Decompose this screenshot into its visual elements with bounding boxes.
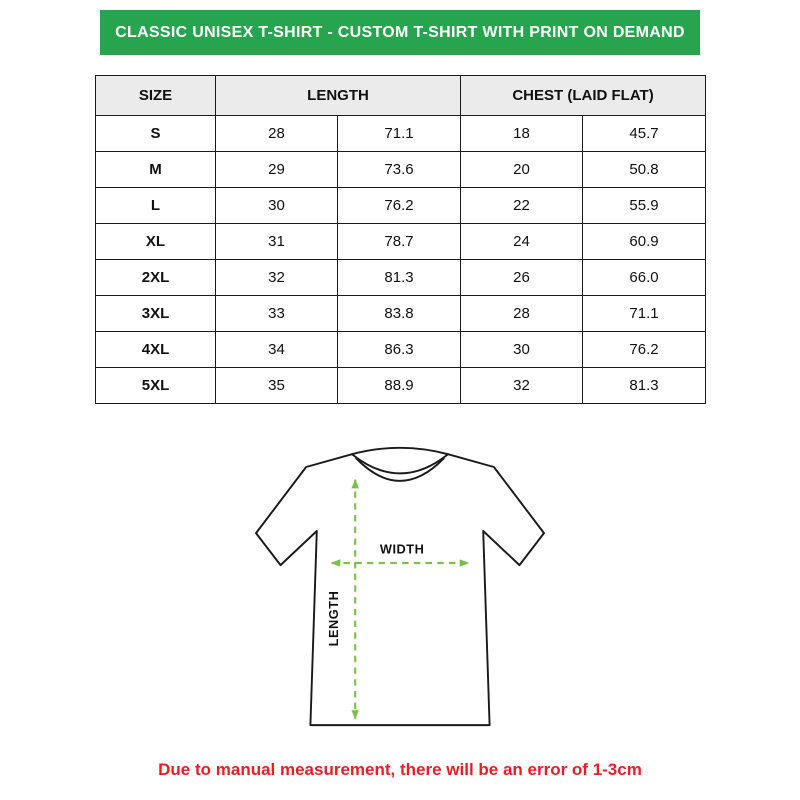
measurement-cell: 28 [216,116,338,152]
size-cell: XL [96,224,216,260]
measurement-cell: 50.8 [583,152,706,188]
size-table-body [96,116,706,404]
measurement-cell: 30 [216,188,338,224]
tshirt-outline [256,448,544,725]
measurement-cell: 31 [216,224,338,260]
width-label: WIDTH [379,541,425,557]
measurement-cell: 28 [461,296,583,332]
measurement-cell: 66.0 [583,260,706,296]
table-row [96,368,706,404]
size-cell: 4XL [96,332,216,368]
measurement-cell: 55.9 [583,188,706,224]
measurement-cell: 76.2 [338,188,461,224]
tshirt-drawing [240,435,560,755]
measurement-cell: 88.9 [338,368,461,404]
measurement-cell: 78.7 [338,224,461,260]
measurement-cell: 18 [461,116,583,152]
measurement-cell: 35 [216,368,338,404]
size-cell: 5XL [96,368,216,404]
header-size: SIZE [96,76,216,116]
measurement-cell: 83.8 [338,296,461,332]
measurement-cell: 33 [216,296,338,332]
measurement-cell: 32 [216,260,338,296]
length-label: LENGTH [326,590,342,647]
table-row [96,224,706,260]
measurement-cell: 26 [461,260,583,296]
header-length: LENGTH [216,76,461,116]
measurement-cell: 24 [461,224,583,260]
table-row [96,152,706,188]
tshirt-diagram [240,435,560,755]
measurement-cell: 29 [216,152,338,188]
table-row [96,296,706,332]
table-row [96,332,706,368]
measurement-cell: 71.1 [583,296,706,332]
size-cell: 2XL [96,260,216,296]
measurement-note: Due to manual measurement, there will be an error of 1-3cm [158,760,642,779]
measurement-cell: 32 [461,368,583,404]
table-header-row [96,76,706,116]
measurement-cell: 73.6 [338,152,461,188]
measurement-cell: 71.1 [338,116,461,152]
measurement-cell: 86.3 [338,332,461,368]
measurement-cell: 22 [461,188,583,224]
table-row [96,260,706,296]
size-cell: L [96,188,216,224]
measurement-cell: 81.3 [338,260,461,296]
measurement-cell: 45.7 [583,116,706,152]
measurement-cell: 76.2 [583,332,706,368]
measurement-cell: 81.3 [583,368,706,404]
header-chest: CHEST (LAID FLAT) [461,76,706,116]
measurement-cell: 34 [216,332,338,368]
size-cell: S [96,116,216,152]
measurement-cell: 30 [461,332,583,368]
table-row [96,188,706,224]
size-chart-table [95,75,706,404]
size-cell: 3XL [96,296,216,332]
page-title: CLASSIC UNISEX T-SHIRT - CUSTOM T-SHIRT WITH PRINT ON DEMAND [115,23,685,41]
measurement-cell: 20 [461,152,583,188]
size-cell: M [96,152,216,188]
measurement-cell: 60.9 [583,224,706,260]
table-row [96,116,706,152]
title-banner [100,10,700,55]
